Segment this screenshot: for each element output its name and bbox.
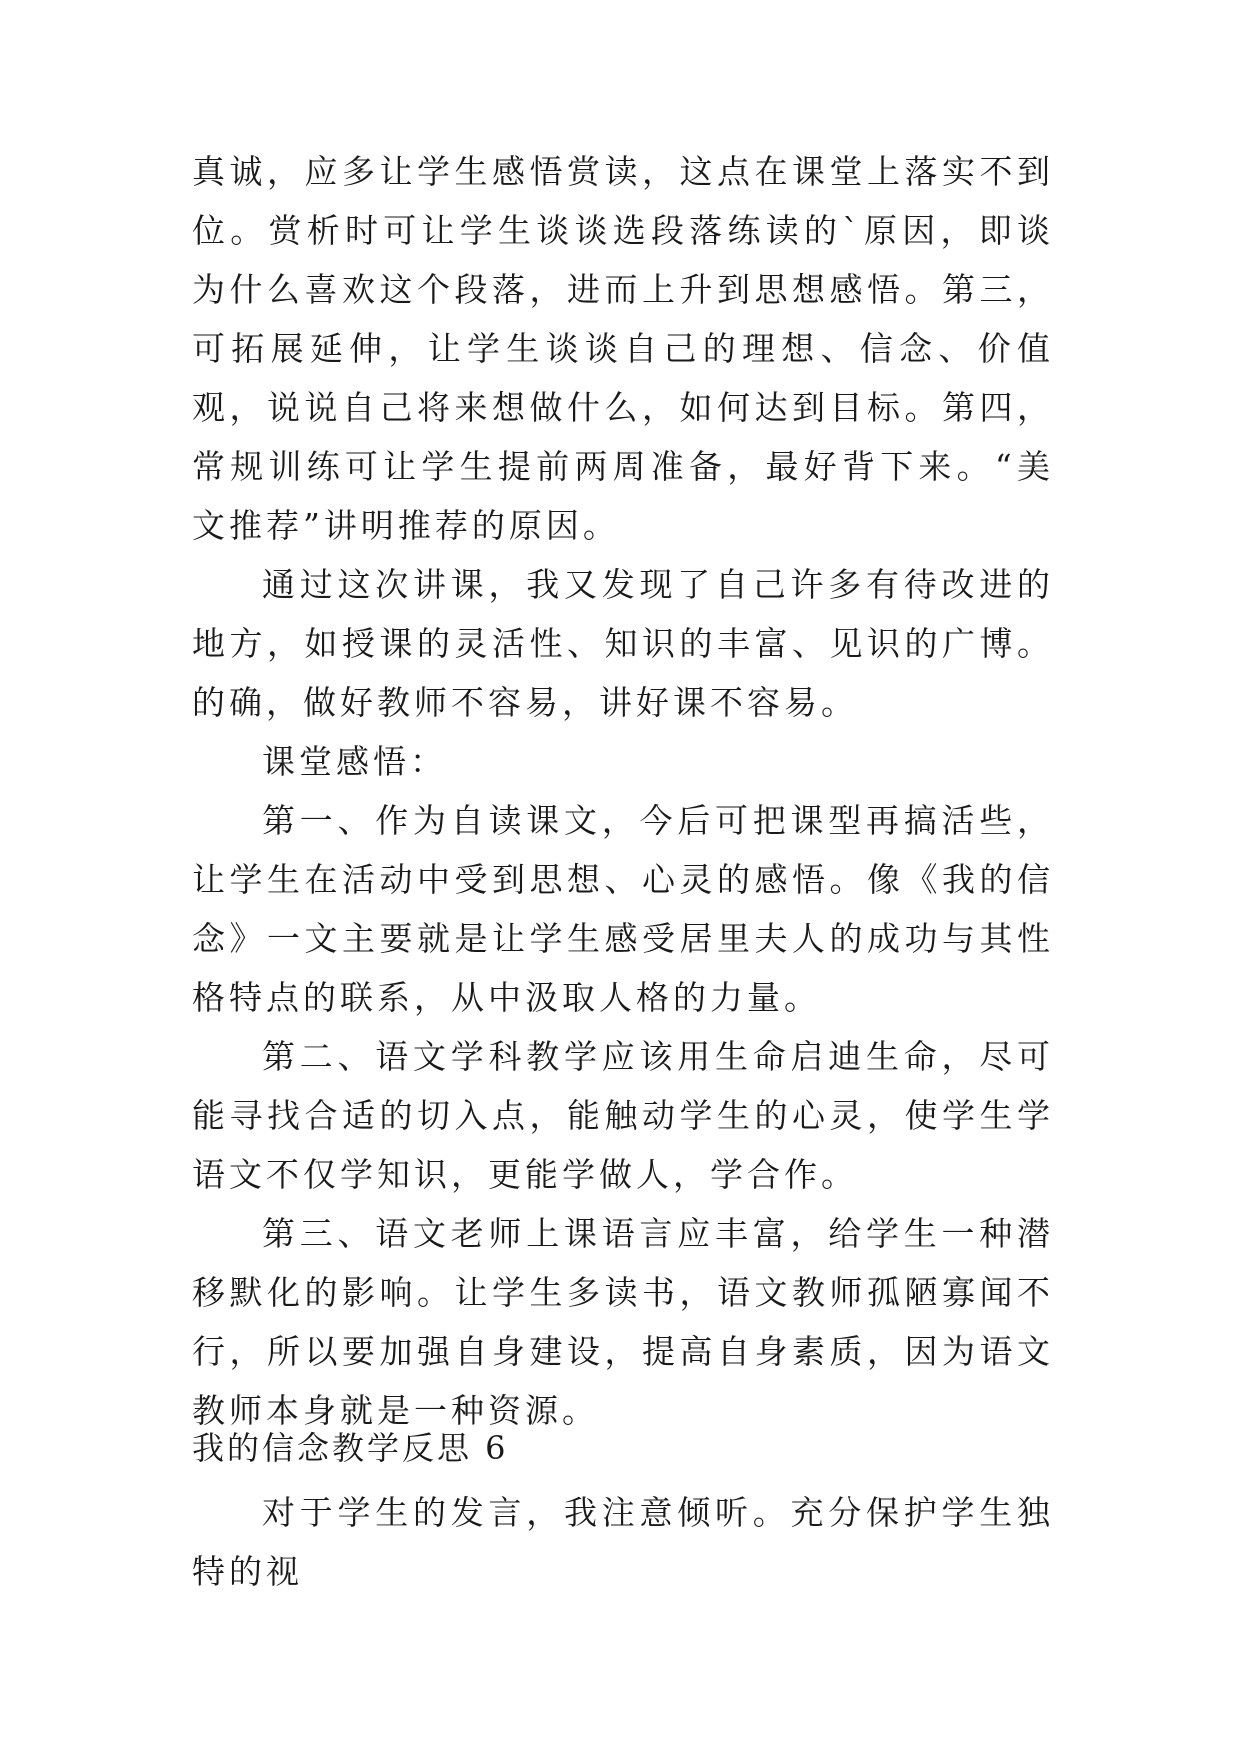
section-paragraph: 对于学生的发言，我注意倾听。充分保护学生独特的视 (192, 1493, 1054, 1591)
section-title: 我的信念教学反思 6 (192, 1429, 509, 1467)
paragraph-point-two: 第二、语文学科教学应该用生命启迪生命，尽可能寻找合适的切入点，能触动学生的心灵，使学生学语文不仅学知识，更能学做人，学合作。 (192, 1037, 1054, 1194)
continuation-paragraph: 真诚，应多让学生感悟赏读，这点在课堂上落实不到位。赏析时可让学生谈谈选段落练读的`原因，即谈为什么喜欢这个段落，进而上升到思想感悟。第三，可拓展延伸，让学生谈谈自己的理想、信念、价值观，说说自己将来想做什么，如何达到目标。第四，常规训练可让学生提前两周准备，最好背下来。“美文推荐”讲明推荐的原因。 (192, 152, 1054, 545)
paragraph-point-three: 第三、语文老师上课语言应丰富，给学生一种潜移默化的影响。让学生多读书，语文教师孤陋寡闻不行，所以要加强自身建设，提高自身素质，因为语文教师本身就是一种资源。 (192, 1214, 1054, 1430)
section-body (192, 1483, 1054, 1601)
paragraph-insight-heading: 课堂感悟： (262, 742, 447, 781)
body-text (192, 142, 1054, 1440)
paragraph-point-one: 第一、作为自读课文，今后可把课型再搞活些，让学生在活动中受到思想、心灵的感悟。像《我的信念》一文主要就是让学生感受居里夫人的成功与其性格特点的联系，从中汲取人格的力量。 (192, 801, 1054, 1017)
paragraph-reflection: 通过这次讲课，我又发现了自己许多有待改进的地方，如授课的灵活性、知识的丰富、见识的广博。的确，做好教师不容易，讲好课不容易。 (192, 565, 1054, 722)
